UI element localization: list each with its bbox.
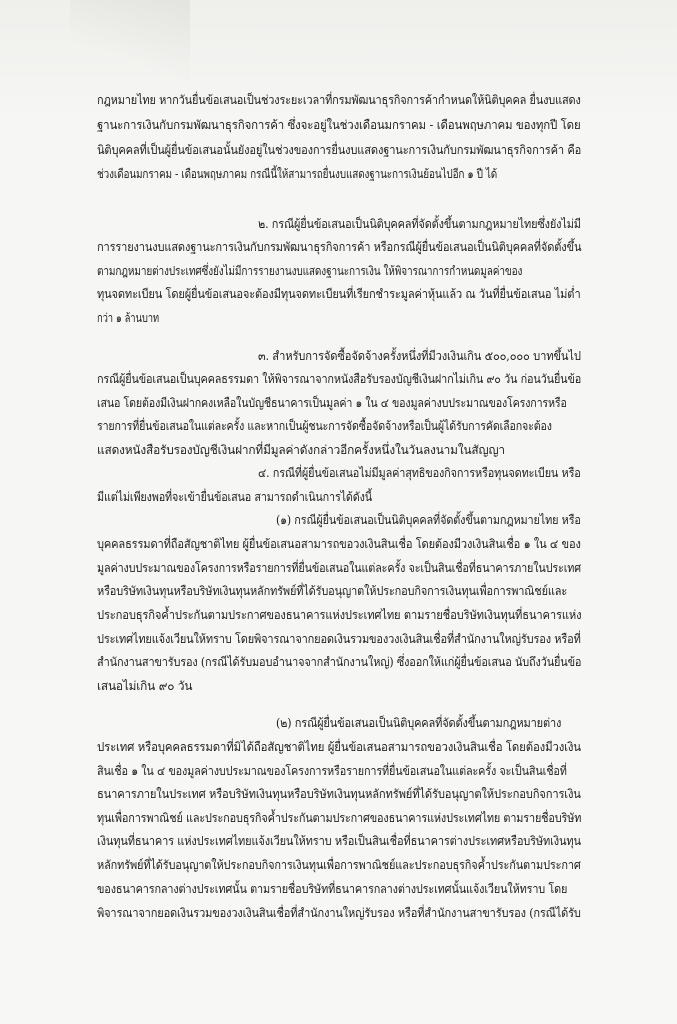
text-line: สินเชื่อ ๑ ใน ๔ ของมูลค่างบประมาณของโครงการหรือรายการที่ยื่นข้อเสนอในแต่ละครั้ง จะเป็นสินเชื่อที่ [97,764,567,778]
text-line: ประเทศไทยแจ้งเวียนให้ทราบ โดยพิจารณาจากยอดเงินรวมของวงเงินสินเชื่อที่สำนักงานใหญ่รับรอง หรือที่ [97,632,581,646]
text-line: ๒. กรณีผู้ยื่นข้อเสนอเป็นนิติบุคคลที่จัดตั้งขึ้นตามกฎหมายไทยซึ่งยังไม่มี [258,217,581,231]
text-line: กรณีผู้ยื่นข้อเสนอเป็นบุคคลธรรมดา ให้พิจารณาจากหนังสือรับรองบัญชีเงินฝากไม่เกิน ๙๐ วัน ก่อนวันยื่นข้อ [97,372,582,386]
text-line: รายการที่ยื่นข้อเสนอในแต่ละครั้ง และหากเป็นผู้ชนะการจัดซื้อจัดจ้างหรือเป็นผู้ได้รับการคัดเลือกจะต้อง [97,419,552,433]
text-line: (๒) กรณีผู้ยื่นข้อเสนอเป็นนิติบุคคลที่จัดตั้งขึ้นตามกฎหมายต่าง [276,716,562,730]
text-line: ๓. สำหรับการจัดซื้อจัดจ้างครั้งหนึ่งที่มีวงเงินเกิน ๕๐๐,๐๐๐ บาทขึ้นไป [258,349,581,363]
text-line: แสดงหนังสือรับรองบัญชีเงินฝากที่มีมูลค่าดังกล่าวอีกครั้งหนึ่งในวันลงนามในสัญญา [97,443,505,457]
text-line: (๑) กรณีผู้ยื่นข้อเสนอเป็นนิติบุคคลที่จัดตั้งขึ้นตามกฎหมายไทย หรือ [276,513,581,527]
text-line: ทุนเพื่อการพาณิชย์ และประกอบธุรกิจค้ำประกันตามประกาศของธนาคารแห่งประเทศไทย ตามรายชื่อบริษัท [97,811,582,825]
text-line: เงินทุนที่ธนาคาร แห่งประเทศไทยแจ้งเวียนให้ทราบ หรือเป็นสินเชื่อที่ธนาคารต่างประเทศหรือบริษัทเงินทุน [97,834,581,848]
text-line: หลักทรัพย์ที่ได้รับอนุญาตให้ประกอบกิจการเงินทุนเพื่อการพาณิชย์และประกอบธุรกิจค้ำประกันตามประกาศ [97,858,581,872]
text-line: ฐานะการเงินกับกรมพัฒนาธุรกิจการค้า ซึ่งจะอยู่ในช่วงเดือนมกราคม - เดือนพฤษภาคม ของทุกปี โดย [97,118,581,132]
paper-fold-shadow [70,0,190,80]
text-line: ช่วงเดือนมกราคม - เดือนพฤษภาคม กรณีนี้ให้สามารถยื่นงบแสดงฐานะการเงินย้อนไปอีก ๑ ปี ได้ [97,167,498,181]
text-line: กฎหมายไทย หากวันยื่นข้อเสนอเป็นช่วงระยะเวลาที่กรมพัฒนาธุรกิจการค้ากำหนดให้นิติบุคคล ยื่นงบแสดง [97,93,581,107]
text-line: ตามกฎหมายต่างประเทศซึ่งยังไม่มีการรายงานงบแสดงฐานะการเงิน ให้พิจารณาการกำหนดมูลค่าของ [97,264,523,278]
text-line: ๔. กรณีที่ผู้ยื่นข้อเสนอไม่มีมูลค่าสุทธิของกิจการหรือทุนจดทะเบียน หรือ [258,466,581,480]
text-line: ประกอบธุรกิจค้ำประกันตามประกาศของธนาคารแห่งประเทศไทย ตามรายชื่อบริษัทเงินทุนที่ธนาคารแห่ง [97,608,582,622]
text-line: สำนักงานสาขารับรอง (กรณีได้รับมอบอำนาจจากสำนักงานใหญ่) ซึ่งออกให้แก่ผู้ยื่นข้อเสนอ นับถึงวันยื่นข้อ [97,655,582,669]
text-line: มูลค่างบประมาณของโครงการหรือรายการที่ยื่นข้อเสนอในแต่ละครั้ง จะเป็นสินเชื่อที่ธนาคารภายในประเทศ [97,561,581,575]
text-line: ประเทศ หรือบุคคลธรรมดาที่มิได้ถือสัญชาติไทย ผู้ยื่นข้อเสนอสามารถขอวงเงินสินเชื่อ โดยต้องมีวงเงิน [97,740,581,754]
text-line: ของธนาคารกลางต่างประเทศนั้น ตามรายชื่อบริษัทที่ธนาคารกลางต่างประเทศนั้นแจ้งเวียนให้ทราบ โดย [97,882,568,896]
text-line: เสนอ โดยต้องมีเงินฝากคงเหลือในบัญชีธนาคารเป็นมูลค่า ๑ ใน ๔ ของมูลค่างบประมาณของโครงการหรือ [97,396,567,410]
text-line: เสนอไม่เกิน ๙๐ วัน [97,679,193,693]
text-line: หรือบริษัทเงินทุนหรือบริษัทเงินทุนหลักทรัพย์ที่ได้รับอนุญาตให้ประกอบกิจการเงินทุนเพื่อการพาณิชย์และ [97,584,568,598]
text-line: บุคคลธรรมดาที่ถือสัญชาติไทย ผู้ยื่นข้อเสนอสามารถขอวงเงินสินเชื่อ โดยต้องมีวงเงินสินเชื่อ ๑ ใน ๔ ของ [97,537,581,551]
text-line: นิติบุคคลที่เป็นผู้ยื่นข้อเสนอนั้นยังอยู่ในช่วงของการยื่นงบแสดงฐานะการเงินกับกรมพัฒนาธุรกิจการค้า คือ [97,143,582,157]
text-line: ธนาคารภายในประเทศ หรือบริษัทเงินทุนหรือบริษัทเงินทุนหลักทรัพย์ที่ได้รับอนุญาตให้ประกอบกิจการเงิน [97,787,581,801]
text-line: พิจารณาจากยอดเงินรวมของวงเงินสินเชื่อที่สำนักงานใหญ่รับรอง หรือที่สำนักงานสาขารับรอง (กรณีได้รับ [97,906,581,920]
text-line: ทุนจดทะเบียน โดยผู้ยื่นข้อเสนอจะต้องมีทุนจดทะเบียนที่เรียกชำระมูลค่าหุ้นแล้ว ณ วันที่ยื่นข้อเสนอ ไม่ต่ำ [97,287,581,301]
text-line: กว่า ๑ ล้านบาท [97,311,160,325]
text-line: การรายงานงบแสดงฐานะการเงินกับกรมพัฒนาธุรกิจการค้า หรือกรณีผู้ยื่นข้อเสนอเป็นนิติบุคคลที่จัดตั้งขึ้น [97,240,582,254]
text-line: มีแต่ไม่เพียงพอที่จะเข้ายื่นข้อเสนอ สามารถดำเนินการได้ดังนี้ [97,490,373,504]
